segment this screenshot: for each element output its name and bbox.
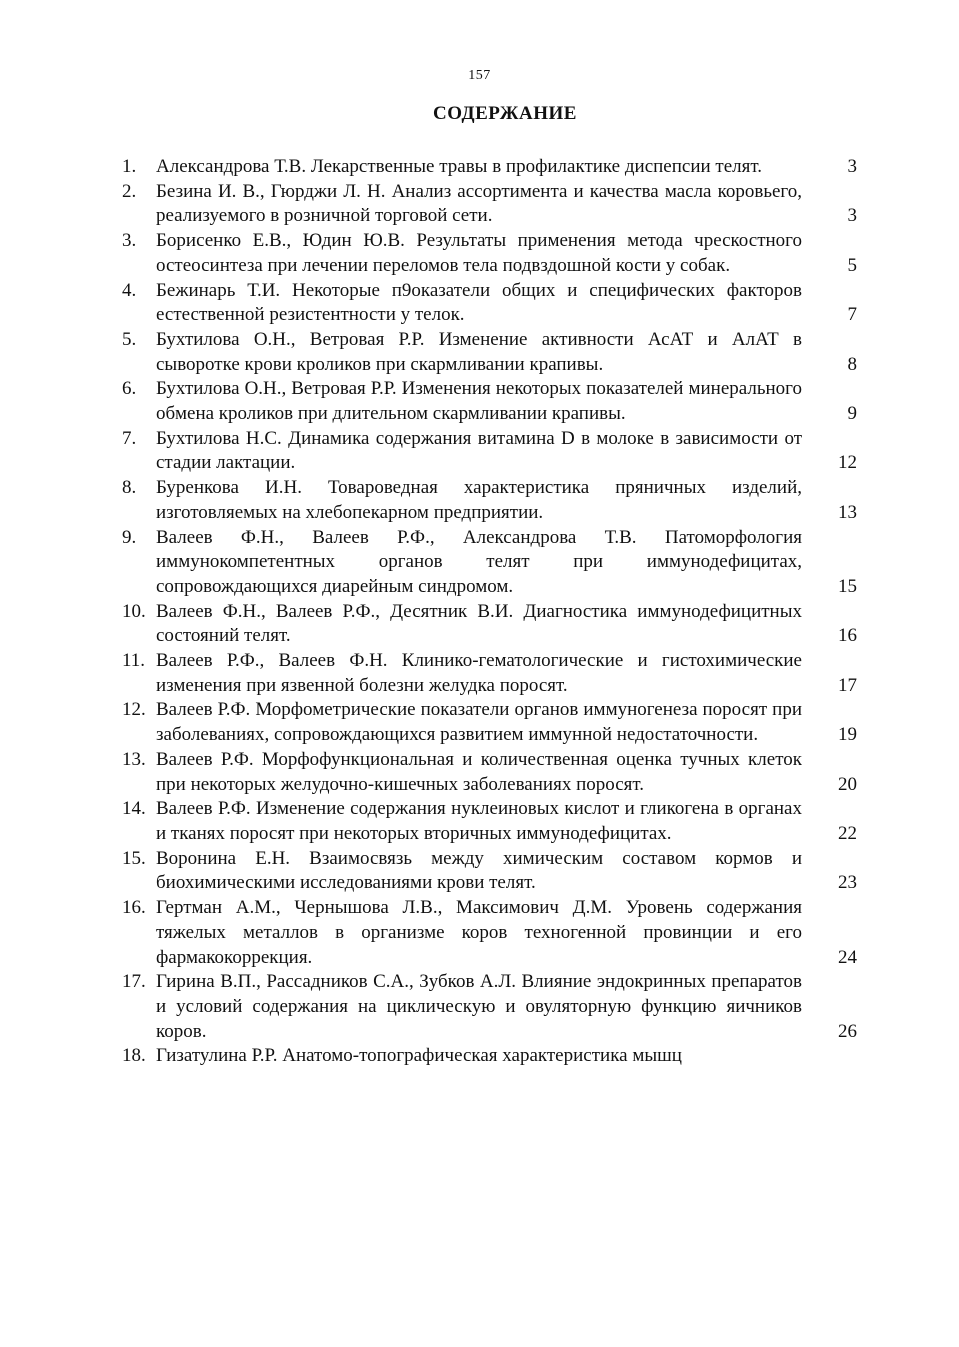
toc-entry-text: Гизатулина Р.Р. Анатомо-топографическая характеристика мышц — [156, 1045, 682, 1067]
toc-entry-number: 5. — [122, 328, 137, 350]
toc-entry-page: 12 — [838, 452, 857, 474]
toc-entry-text: Валеев Ф.Н., Валеев Р.Ф., Десятник В.И. Диагностика иммунодефицитных состояний телят. — [156, 600, 802, 647]
toc-entry-number: 2. — [122, 180, 137, 202]
toc-entry — [122, 1044, 857, 1069]
toc-entry-number: 3. — [122, 230, 137, 252]
toc-entry — [122, 377, 857, 426]
toc-entry-number: 4. — [122, 279, 137, 301]
toc-entry-text: Буренкова И.Н. Товароведная характеристика пряничных изделий, изготовляемых на хлебопекарном предприятии. — [156, 477, 802, 523]
toc-entry-text: Александрова Т.В. Лекарственные травы в профилактике диспепсии телят. — [156, 156, 763, 177]
toc-entry — [122, 328, 857, 377]
toc-entry-page: 3 — [847, 156, 857, 177]
toc-entry-page: 5 — [847, 254, 857, 276]
toc-entry — [122, 748, 857, 797]
toc-entry-page: 13 — [838, 501, 857, 523]
toc-entry-page: 16 — [838, 625, 857, 647]
toc-entry-page: 17 — [838, 674, 857, 696]
toc-entry-number: 1. — [122, 156, 137, 177]
toc-entry-text: Воронина Е.Н. Взаимосвязь между химическим составом кормов и биохимическими исследованиями крови телят. — [156, 847, 802, 894]
toc-entry-page: 15 — [838, 575, 857, 597]
toc-entry — [122, 229, 857, 278]
toc-entry-number: 15. — [122, 847, 146, 869]
toc-entry-number: 11. — [122, 650, 146, 672]
toc-entry-page: 8 — [847, 353, 857, 375]
toc-entry-text: Валеев Р.Ф., Валеев Ф.Н. Клинико-гематологические и гистохимические изменения при язвенной болезни желудка поросят. — [156, 650, 802, 696]
toc-entry-text: Валеев Ф.Н., Валеев Р.Ф., Александрова Т.В. Патоморфология иммунокомпетентных органов телят при иммунодефицитах, сопровождающихся диарейным синдромом. — [156, 526, 802, 597]
toc-entry-number: 6. — [122, 378, 137, 400]
toc-entry-page: 26 — [838, 1020, 857, 1042]
toc-entry-page: 20 — [838, 773, 857, 795]
toc-entry — [122, 797, 857, 846]
toc-entry-number: 7. — [122, 427, 137, 449]
toc-entry-page: 24 — [838, 946, 857, 968]
toc-entry — [122, 155, 857, 180]
toc-entry-number: 18. — [122, 1045, 146, 1067]
toc-entry-text: Валеев Р.Ф. Морфометрические показатели органов иммуногенеза поросят при заболеваниях, сопровождающихся развитием иммунной недостаточности. — [156, 699, 802, 746]
toc-entry-text: Бухтилова О.Н., Ветровая Р.Р. Изменения некоторых показателей минерального обмена кроликов при длительном скармливании крапивы. — [156, 378, 802, 425]
page-title: СОДЕРЖАНИЕ — [433, 103, 577, 124]
toc-entry — [122, 698, 857, 747]
toc-entry-text: Бухтилова Н.С. Динамика содержания витамина D в молоке в зависимости от стадии лактации. — [156, 427, 802, 474]
page-number: 157 — [468, 68, 491, 83]
table-of-contents — [122, 155, 857, 1069]
toc-entry — [122, 180, 857, 229]
toc-entry — [122, 600, 857, 649]
toc-entry — [122, 279, 857, 328]
toc-entry — [122, 526, 857, 600]
toc-entry-text: Бухтилова О.Н., Ветровая Р.Р. Изменение активности АсАТ и АлАТ в сыворотке крови кроликов при скармливании крапивы. — [156, 328, 802, 375]
toc-entry-text: Гертман А.М., Чернышова Л.В., Максимович Д.М. Уровень содержания тяжелых металлов в организме коров техногенной провинции и его фармакокоррекция. — [156, 897, 802, 968]
toc-entry-text: Валеев Р.Ф. Морфофункциональная и количественная оценка тучных клеток при некоторых желудочно-кишечных заболеваниях поросят. — [156, 748, 802, 795]
toc-entry-number: 17. — [122, 971, 146, 993]
toc-entry-number: 8. — [122, 477, 137, 499]
toc-entry-number: 12. — [122, 699, 146, 721]
toc-entry-number: 9. — [122, 526, 137, 548]
toc-entry-page: 9 — [847, 403, 857, 425]
toc-entry — [122, 427, 857, 476]
toc-entry-number: 16. — [122, 897, 146, 919]
toc-entry-page: 19 — [838, 724, 857, 746]
toc-entry-page: 3 — [847, 205, 857, 227]
toc-entry-number: 14. — [122, 798, 146, 820]
toc-entry — [122, 476, 857, 525]
toc-entry-page: 7 — [847, 304, 857, 326]
toc-entry — [122, 649, 857, 698]
toc-entry-text: Гирина В.П., Рассадников С.А., Зубков А.Л. Влияние эндокринных препаратов и условий содержания на циклическую и овуляторную функцию яичников коров. — [156, 971, 802, 1042]
toc-entry-number: 10. — [122, 600, 146, 622]
toc-entry-page: 23 — [838, 872, 857, 894]
toc-entry-page: 22 — [838, 822, 857, 844]
toc-entry-text: Безина И. В., Гюрджи Л. Н. Анализ ассортимента и качества масла коровьего, реализуемого в розничной торговой сети. — [156, 180, 802, 227]
toc-entry — [122, 970, 857, 1044]
toc-entry — [122, 847, 857, 896]
toc-entry — [122, 896, 857, 970]
toc-entry-number: 13. — [122, 748, 146, 770]
toc-entry-text: Борисенко Е.В., Юдин Ю.В. Результаты применения метода чрескостного остеосинтеза при лечении переломов тела подвздошной кости у собак. — [156, 230, 802, 276]
toc-entry-text: Валеев Р.Ф. Изменение содержания нуклеиновых кислот и гликогена в органах и тканях поросят при некоторых вторичных иммунодефицитах. — [156, 798, 802, 844]
toc-entry-text: Бежинарь Т.И. Некоторые п9оказатели общих и специфических факторов естественной резистентности у телок. — [156, 279, 802, 326]
